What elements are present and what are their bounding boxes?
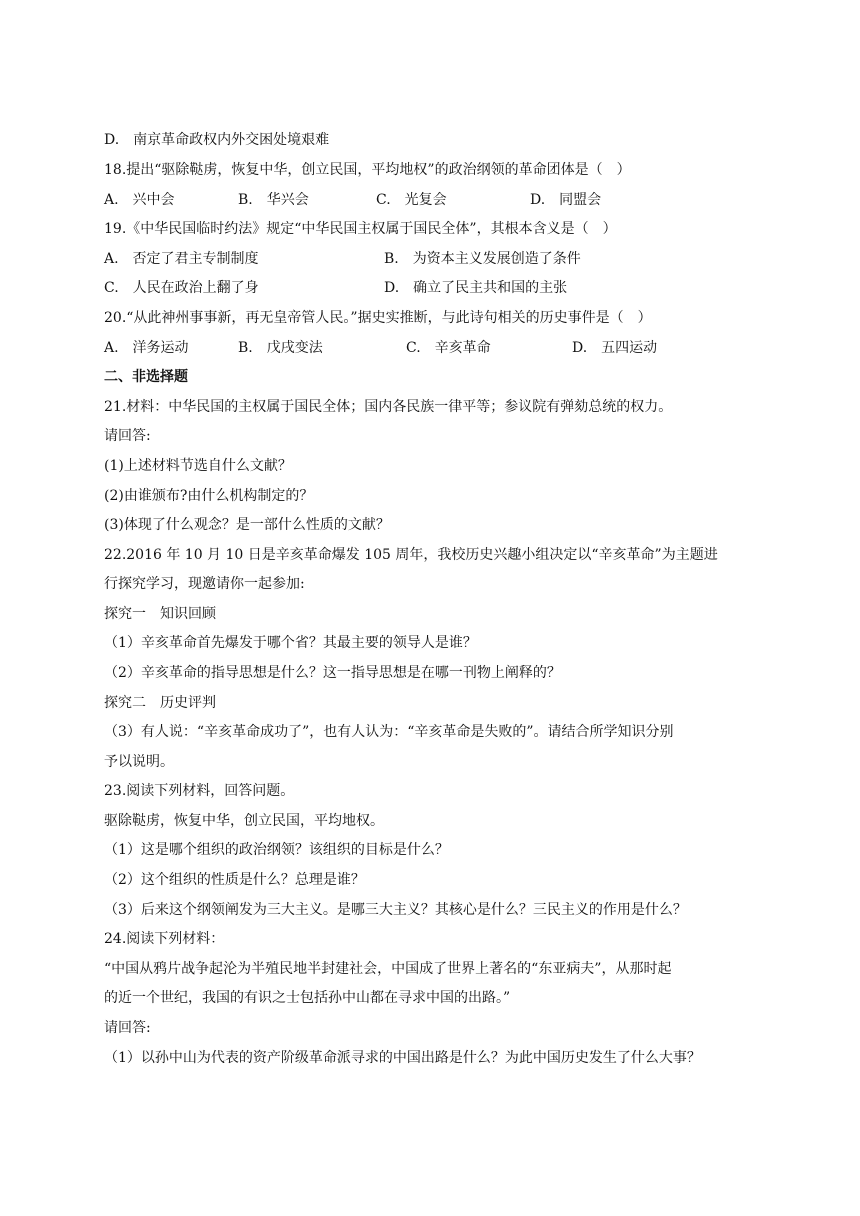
q23-question-2: （2）这个组织的性质是什么？总理是谁？ <box>104 872 365 888</box>
q18-option-c: C. 光复会 <box>376 192 447 208</box>
q20-option-d: D. 五四运动 <box>572 340 658 356</box>
q21-material: 21.材料：中华民国的主权属于国民全体；国内各民族一律平等；参议院有弹劾总统的权力。 <box>104 399 673 415</box>
q19-stem: 19.《中华民国临时约法》规定“中华民国主权属于国民全体”，其根本含义是（ ） <box>104 221 617 237</box>
q22-explore2-title: 探究二 历史评判 <box>104 695 216 711</box>
q24-quote-line2: 的近一个世纪，我国的有识之士包括孙中山都在寻求中国的出路。” <box>104 990 511 1006</box>
q21-question-3: (3)体现了什么观念？是一部什么性质的文献？ <box>104 517 390 533</box>
q18-stem: 18.提出“驱除鞑虏，恢复中华，创立民国，平均地权”的政治纲领的革命团体是（ ） <box>104 162 631 178</box>
q19-option-a: A. 否定了君主专制制度 <box>104 251 259 267</box>
q19-option-c: C. 人民在政治上翻了身 <box>104 280 259 296</box>
q20-stem: 20.“从此神州事事新，再无皇帝管人民。”据史实推断，与此诗句相关的历史事件是（ ） <box>104 310 652 326</box>
q19-option-d: D. 确立了民主共和国的主张 <box>384 280 568 296</box>
q24-prompt: 请回答: <box>104 1020 151 1036</box>
q18-option-b: B. 华兴会 <box>238 192 309 208</box>
q21-prompt: 请回答: <box>104 428 151 444</box>
q18-option-a: A. 兴中会 <box>104 192 175 208</box>
q22-intro-line1: 22.2016 年 10 月 10 日是辛亥革命爆发 105 周年，我校历史兴趣小组决定以“辛亥革命”为主题进 <box>104 547 718 563</box>
q21-question-1: (1)上述材料节选自什么文献？ <box>104 458 292 474</box>
q23-question-3: （3）后来这个纲领阐发为三大主义。是哪三大主义？其核心是什么？三民主义的作用是什么？ <box>104 902 687 918</box>
q19-option-b: B. 为资本主义发展创造了条件 <box>384 251 581 267</box>
section-heading: 二、非选择题 <box>104 369 188 385</box>
q20-option-b: B. 戊戌变法 <box>238 340 323 356</box>
q22-question-2: （2）辛亥革命的指导思想是什么？这一指导思想是在哪一刊物上阐释的？ <box>104 665 561 681</box>
q18-option-d: D. 同盟会 <box>530 192 602 208</box>
q22-question-3-line1: （3）有人说：“辛亥革命成功了”，也有人认为：“辛亥革命是失败的”。请结合所学知识分别 <box>104 724 674 740</box>
q17-option-d: D. 南京革命政权内外交困处境艰难 <box>104 132 330 148</box>
q23-question-1: （1）这是哪个组织的政治纲领？该组织的目标是什么？ <box>104 842 449 858</box>
q23-stem: 23.阅读下列材料，回答问题。 <box>104 783 295 799</box>
q22-intro-line2: 行探究学习，现邀请你一起参加: <box>104 576 305 592</box>
q24-quote-line1: “中国从鸦片战争起沦为半殖民地半封建社会，中国成了世界上著名的“东亚病夫”，从那时起 <box>104 961 672 977</box>
q22-explore1-title: 探究一 知识回顾 <box>104 606 216 622</box>
q24-question-1: （1）以孙中山为代表的资产阶级革命派寻求的中国出路是什么？为此中国历史发生了什么大事？ <box>104 1050 701 1066</box>
q21-question-2: (2)由谁颁布?由什么机构制定的？ <box>104 488 314 504</box>
q22-question-1: （1）辛亥革命首先爆发于哪个省？其最主要的领导人是谁？ <box>104 635 477 651</box>
q22-question-3-line2: 予以说明。 <box>104 754 174 770</box>
q20-option-c: C. 辛亥革命 <box>406 340 491 356</box>
q23-material: 驱除鞑虏，恢复中华，创立民国，平均地权。 <box>104 813 384 829</box>
q20-option-a: A. 洋务运动 <box>104 340 189 356</box>
q24-stem: 24.阅读下列材料： <box>104 931 225 947</box>
